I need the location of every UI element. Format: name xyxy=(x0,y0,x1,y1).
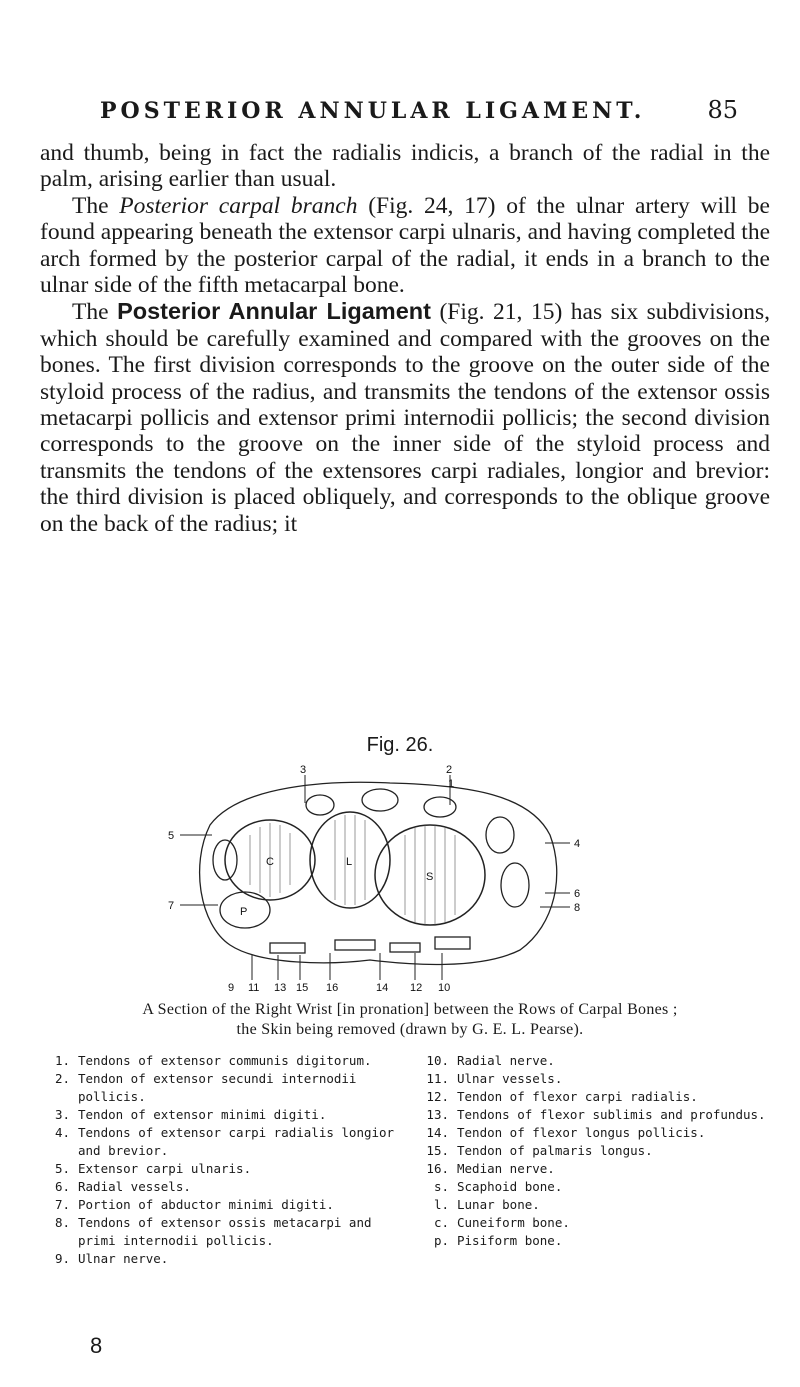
term-posterior-annular-ligament: Posterior Annular Ligament xyxy=(117,298,431,325)
running-header xyxy=(100,96,738,124)
legend-item: 3. Tendon of extensor minimi digiti. xyxy=(54,1107,327,1122)
legend-item: 12. Tendon of flexor carpi radialis. xyxy=(426,1089,698,1104)
legend-column-right xyxy=(425,1052,786,1268)
figure-legend xyxy=(46,1052,786,1268)
legend-item: 11. Ulnar vessels. xyxy=(426,1071,563,1086)
tendon xyxy=(270,943,305,953)
legend-item: 4. Tendons of extensor carpi radialis longior and brevior. xyxy=(54,1125,395,1158)
label-p: P xyxy=(240,906,248,918)
label-3: 3 xyxy=(300,765,307,776)
legend-item: 8. Tendons of extensor ossis metacarpi and primi internodii pollicis. xyxy=(54,1215,372,1248)
label-16: 16 xyxy=(326,982,339,994)
tendon xyxy=(424,797,456,817)
legend-item: 5. Extensor carpi ulnaris. xyxy=(54,1161,252,1176)
label-s: S xyxy=(426,871,434,883)
paragraph-2: The Posterior carpal branch (Fig. 24, 17) of the ulnar artery will be found appearing beneath the extensor carpi ulnaris, and having completed the arch formed by the posterior carpal of the radial, it ends in a branch to the ulnar side of the fifth metacarpal bone. xyxy=(40,192,770,299)
figure-title: Fig. 26. xyxy=(366,734,434,756)
caption-line-2: the Skin being removed (drawn by G. E. L. Pearse). xyxy=(236,1021,584,1038)
label-c: C xyxy=(266,856,274,868)
caption-line-1: A Section of the Right Wrist [in pronation] between the Rows of Carpal Bones ; xyxy=(142,1001,678,1018)
legend-item: 9. Ulnar nerve. xyxy=(54,1251,169,1266)
legend-item: 14. Tendon of flexor longus pollicis. xyxy=(426,1125,706,1140)
wrist-section-figure xyxy=(150,765,600,995)
label-7: 7 xyxy=(168,900,175,912)
label-13: 13 xyxy=(274,982,287,994)
tendon xyxy=(501,863,529,907)
page-number: 85 xyxy=(707,96,738,124)
signature-mark: 8 xyxy=(90,1333,103,1358)
label-12: 12 xyxy=(410,982,423,994)
tendon xyxy=(486,817,514,853)
label-15: 15 xyxy=(296,982,309,994)
legend-item: c. Cuneiform bone. xyxy=(433,1215,570,1230)
legend-item: 6. Radial vessels. xyxy=(54,1179,191,1194)
legend-column-left xyxy=(46,1052,407,1268)
legend-item: 2. Tendon of extensor secundi internodii pollicis. xyxy=(54,1071,357,1104)
label-1: 1 xyxy=(448,778,455,790)
paragraph-3: The Posterior Annular Ligament (Fig. 21, 15) has six subdivisions, which should be carefully examined and compared with the grooves on the bones. The first division corresponds to the groove on the outer side of the styloid process of the radius, and transmits the tendons of the extensor ossis metacarpi pollicis and extensor primi internodii pollicis; the second division corresponds to the groove on the inner side of the styloid process and transmits the tendons of the extensores carpi radiales, longior and brevior: the third division is placed obliquely, and corresponds to the oblique groove on the back of the radius; it xyxy=(40,298,770,537)
legend-item: s. Scaphoid bone. xyxy=(433,1179,563,1194)
label-8: 8 xyxy=(574,902,581,914)
tendon xyxy=(335,940,375,950)
label-11: 11 xyxy=(248,982,260,994)
label-4: 4 xyxy=(574,838,581,850)
label-9: 9 xyxy=(228,982,235,994)
legend-item: 10. Radial nerve. xyxy=(426,1053,555,1068)
legend-item: 7. Portion of abductor minimi digiti. xyxy=(54,1197,334,1212)
legend-item: 13. Tendons of flexor sublimis and profundus. xyxy=(426,1107,766,1122)
label-2: 2 xyxy=(446,765,453,776)
header-title: POSTERIOR ANNULAR LIGAMENT. xyxy=(100,98,646,124)
label-14: 14 xyxy=(376,982,389,994)
paragraph-1: and thumb, being in fact the radialis indicis, a branch of the radial in the palm, arising earlier than usual. xyxy=(40,140,770,193)
label-6: 6 xyxy=(574,888,581,900)
tendon xyxy=(435,937,470,949)
legend-item: p. Pisiform bone. xyxy=(433,1233,563,1248)
figure-caption xyxy=(40,1000,780,1040)
label-10: 10 xyxy=(438,982,451,994)
tendon xyxy=(306,795,334,815)
legend-item: l. Lunar bone. xyxy=(433,1197,540,1212)
body-text xyxy=(40,140,770,537)
legend-item: 16. Median nerve. xyxy=(426,1161,555,1176)
tendon xyxy=(362,789,398,811)
term-posterior-carpal-branch: Posterior carpal branch xyxy=(119,192,358,219)
legend-item: 15. Tendon of palmaris longus. xyxy=(426,1143,653,1158)
label-5: 5 xyxy=(168,830,175,842)
tendon xyxy=(390,943,420,952)
label-l: L xyxy=(346,856,353,868)
legend-item: 1. Tendons of extensor communis digitorum. xyxy=(54,1053,372,1068)
